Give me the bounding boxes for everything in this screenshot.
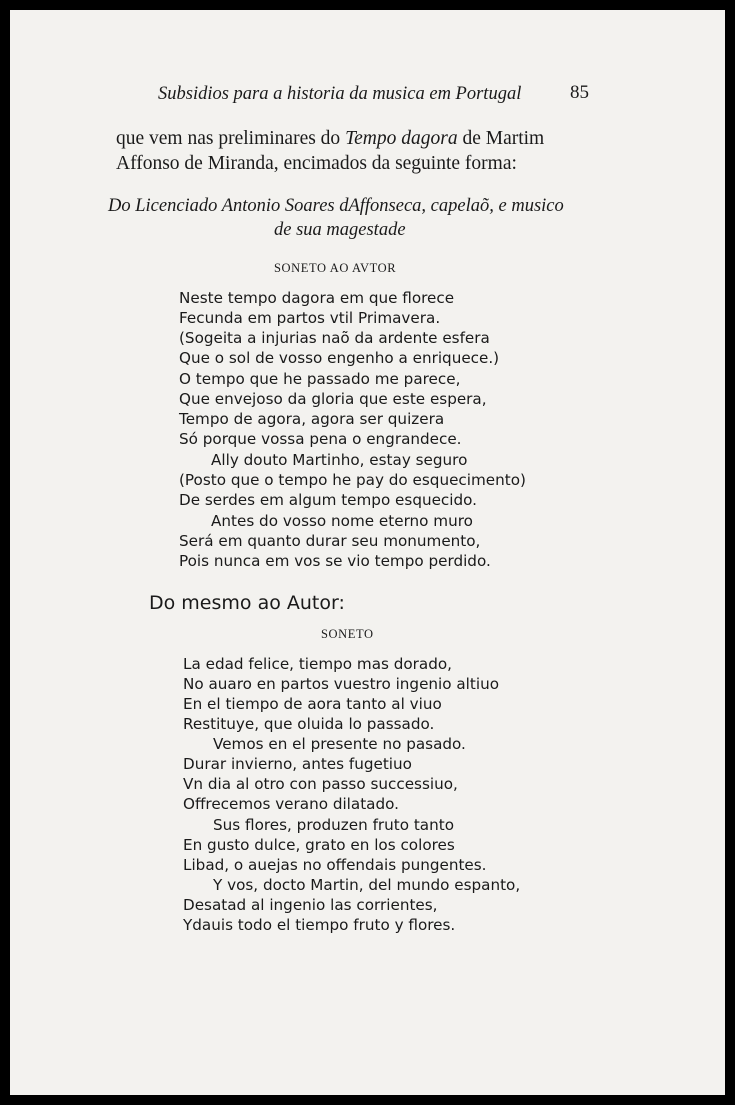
verse-line: De serdes em algum tempo esquecido. — [179, 491, 477, 509]
verse-line: Fecunda em partos vtil Primavera. — [179, 309, 441, 327]
verse-line: Libad, o auejas no offendais pungentes. — [183, 856, 487, 874]
verse-line: Desatad al ingenio las corrientes, — [183, 896, 438, 914]
intro-text-b: de Martim — [457, 128, 545, 149]
verse-line: Que envejoso da gloria que este espera, — [179, 390, 487, 408]
verse-line: En gusto dulce, grato en los colores — [183, 836, 455, 854]
section-heading: Do mesmo ao Autor: — [149, 592, 345, 614]
verse-line: O tempo que he passado me parece, — [179, 370, 461, 388]
intro-text-a: que vem nas preliminares do — [116, 128, 346, 149]
verse-line: Vemos en el presente no pasado. — [213, 735, 466, 753]
verse-line: Que o sol de vosso engenho a enriquece.) — [179, 349, 500, 367]
running-header: Subsidios para a historia da musica em Portugal — [158, 84, 522, 104]
sonnet-2-title: SONETO — [321, 627, 374, 641]
verse-line: Sus flores, produzen fruto tanto — [213, 816, 454, 834]
verse-line: Y vos, docto Martin, del mundo espanto, — [213, 876, 521, 894]
intro-book-title: Tempo dagora — [345, 128, 458, 149]
verse-line: Antes do vosso nome eterno muro — [211, 512, 473, 530]
verse-line: (Sogeita a injurias naõ da ardente esfera — [179, 329, 490, 347]
verse-line: Ydauis todo el tiempo fruto y flores. — [183, 916, 456, 934]
page-number: 85 — [570, 82, 589, 103]
dedication-line-2: de sua magestade — [274, 220, 406, 240]
verse-line: Pois nunca em vos se vio tempo perdido. — [179, 552, 491, 570]
verse-line: Será em quanto durar seu monumento, — [179, 532, 481, 550]
verse-line: Durar invierno, antes fugetiuo — [183, 755, 412, 773]
verse-line: Restituye, que oluida lo passado. — [183, 715, 435, 733]
verse-line: Só porque vossa pena o engrandece. — [179, 430, 462, 448]
verse-line: (Posto que o tempo he pay do esquecimento) — [179, 471, 526, 489]
intro-line-2: Affonso de Miranda, encimados da seguinte forma: — [116, 153, 517, 174]
scanned-page — [10, 10, 725, 1095]
dedication-line-1: Do Licenciado Antonio Soares dAffonseca, capelaõ, e musico — [108, 196, 564, 216]
verse-line: Ally douto Martinho, estay seguro — [211, 451, 468, 469]
verse-line: Offrecemos verano dilatado. — [183, 795, 399, 813]
sonnet-1-title: SONETO AO AVTOR — [274, 261, 397, 275]
intro-line-1 — [116, 128, 544, 150]
verse-line: Tempo de agora, agora ser quizera — [179, 410, 445, 428]
verse-line: En el tiempo de aora tanto al viuo — [183, 695, 442, 713]
verse-line: La edad felice, tiempo mas dorado, — [183, 655, 452, 673]
verse-line: Vn dia al otro con passo successiuo, — [183, 775, 458, 793]
verse-line: No auaro en partos vuestro ingenio altiuo — [183, 675, 499, 693]
verse-line: Neste tempo dagora em que florece — [179, 289, 455, 307]
